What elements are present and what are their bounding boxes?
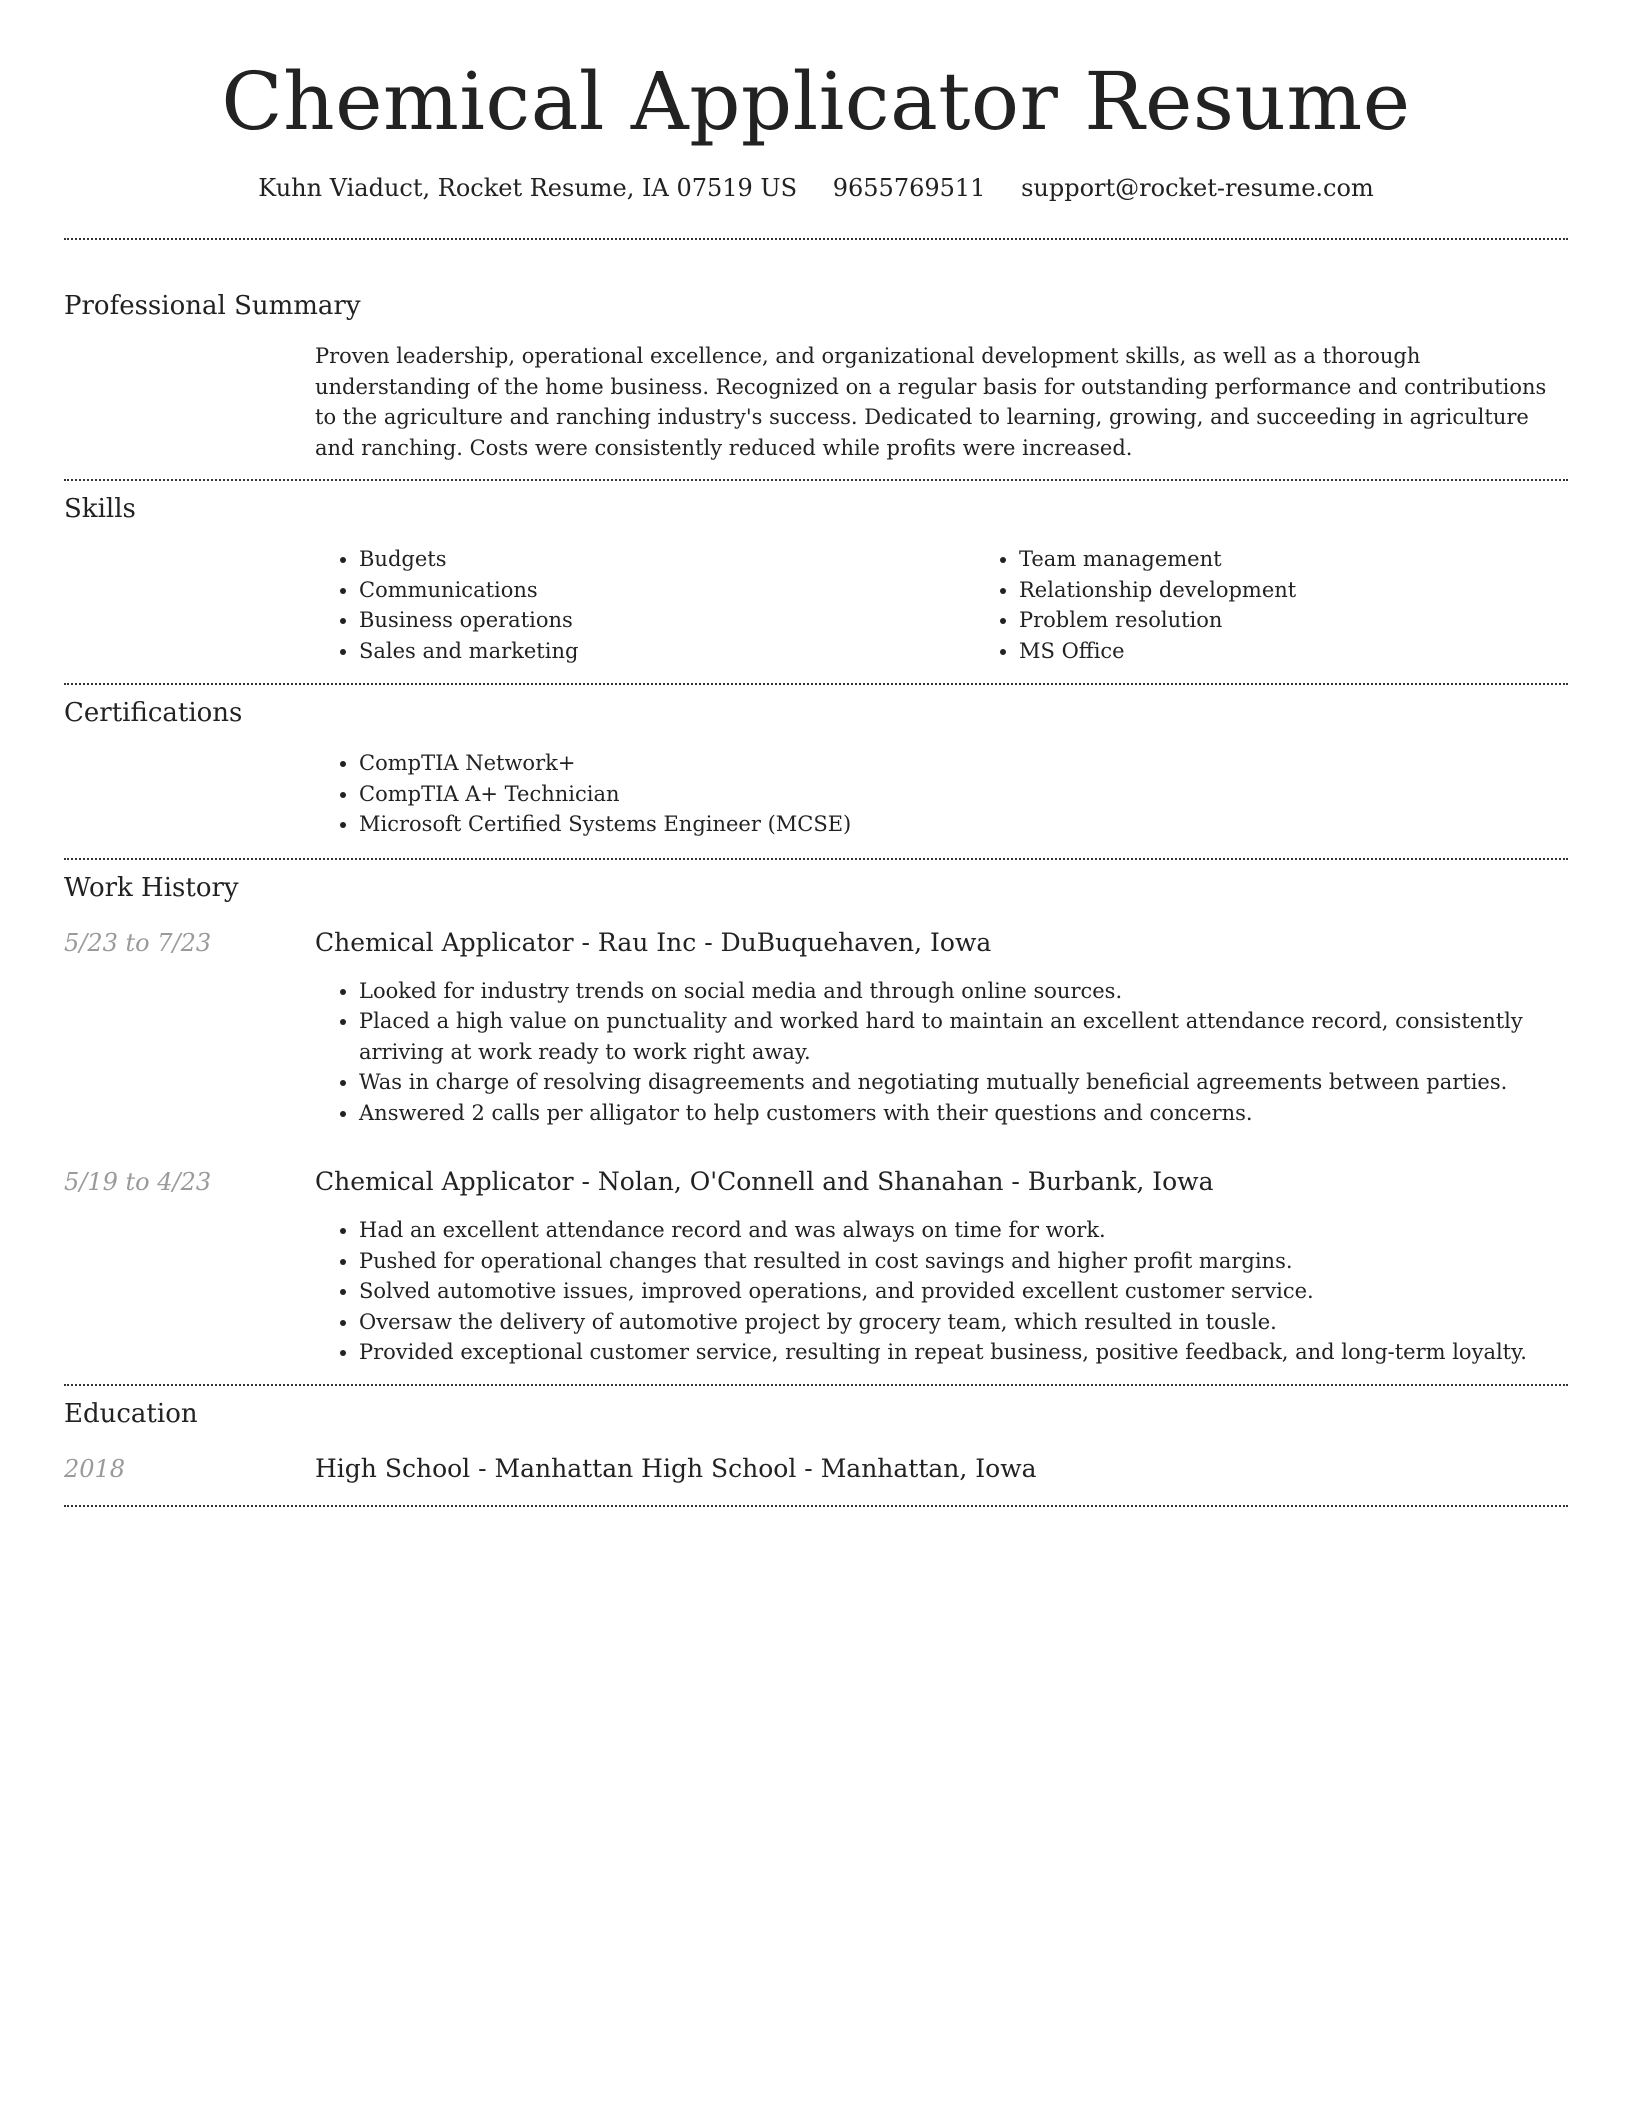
list-item: • Provided exceptional customer service, resulting in repeat business, positive feedback, and long-term loyalty.	[359, 1337, 1568, 1368]
contact-address: Kuhn Viaduct, Rocket Resume, IA 07519 US	[258, 174, 798, 202]
summary-text: Proven leadership, operational excellence, and organizational development skills, as well as a thorough understanding of the home business. Recognized on a regular basis for outstanding performance and contributions to the agriculture and ranching industry's success. Dedicated to learning, growing, and succeeding in agriculture and ranching. Costs were consistently reduced while profits were increased.	[315, 344, 1547, 460]
list-item: • Budgets	[359, 544, 975, 575]
list-item: • Oversaw the delivery of automotive project by grocery team, which resulted in tousle.	[359, 1307, 1568, 1338]
resume-header	[64, 0, 1568, 204]
contact-phone: 9655769511	[832, 174, 986, 202]
job-entry	[64, 1166, 1568, 1368]
list-item: • Answered 2 calls per alligator to help customers with their questions and concerns.	[359, 1098, 1568, 1129]
list-item: • Solved automotive issues, improved operations, and provided excellent customer service.	[359, 1276, 1568, 1307]
job-heading: Chemical Applicator - Rau Inc - DuBuquehaven, Iowa	[315, 927, 992, 957]
summary-heading: Professional Summary	[64, 291, 361, 321]
list-item: • Looked for industry trends on social media and through online sources.	[359, 976, 1568, 1007]
list-item: • Pushed for operational changes that resulted in cost savings and higher profit margins.	[359, 1246, 1568, 1277]
summary-section	[64, 240, 1568, 463]
job-entry	[64, 927, 1568, 1129]
work-heading: Work History	[64, 872, 239, 903]
list-item: • CompTIA A+ Technician	[359, 779, 1568, 810]
job-bullets	[315, 976, 1568, 1129]
education-heading-line: High School - Manhattan High School - Manhattan, Iowa	[315, 1453, 1037, 1483]
certifications-heading: Certifications	[64, 698, 243, 728]
certifications-section	[64, 685, 1568, 840]
education-entry	[64, 1453, 1568, 1485]
skills-heading: Skills	[64, 494, 136, 524]
certifications-list	[315, 748, 1568, 840]
contact-email: support@rocket-resume.com	[1021, 174, 1374, 202]
work-section	[64, 860, 1568, 1368]
list-item: • Had an excellent attendance record and was always on time for work.	[359, 1215, 1568, 1246]
list-item: • CompTIA Network+	[359, 748, 1568, 779]
list-item: • MS Office	[1019, 636, 1632, 667]
list-item: • Team management	[1019, 544, 1632, 575]
divider	[64, 1505, 1568, 1507]
job-dates: 5/19 to 4/23	[64, 1168, 212, 1196]
list-item: • Microsoft Certified Systems Engineer (MCSE)	[359, 809, 1568, 840]
list-item: • Relationship development	[1019, 575, 1632, 606]
list-item: • Placed a high value on punctuality and worked hard to maintain an excellent attendance record, consistently arriving at work ready to work right away.	[359, 1006, 1568, 1067]
job-dates: 5/23 to 7/23	[64, 928, 212, 957]
contact-line	[64, 172, 1568, 204]
skills-column-right	[975, 544, 1632, 666]
skills-section	[64, 481, 1568, 666]
education-heading: Education	[64, 1398, 198, 1429]
resume-title: Chemical Applicator Resume	[221, 55, 1411, 148]
list-item: • Was in charge of resolving disagreements and negotiating mutually beneficial agreements between parties.	[359, 1067, 1568, 1098]
list-item: • Communications	[359, 575, 975, 606]
skills-column-left	[315, 544, 975, 666]
skills-list	[315, 544, 1632, 666]
education-date: 2018	[64, 1454, 126, 1483]
list-item: • Sales and marketing	[359, 636, 975, 667]
job-heading: Chemical Applicator - Nolan, O'Connell and Shanahan - Burbank, Iowa	[315, 1167, 1214, 1196]
list-item: • Business operations	[359, 605, 975, 636]
education-section	[64, 1386, 1568, 1485]
job-bullets	[315, 1215, 1568, 1368]
list-item: • Problem resolution	[1019, 605, 1632, 636]
